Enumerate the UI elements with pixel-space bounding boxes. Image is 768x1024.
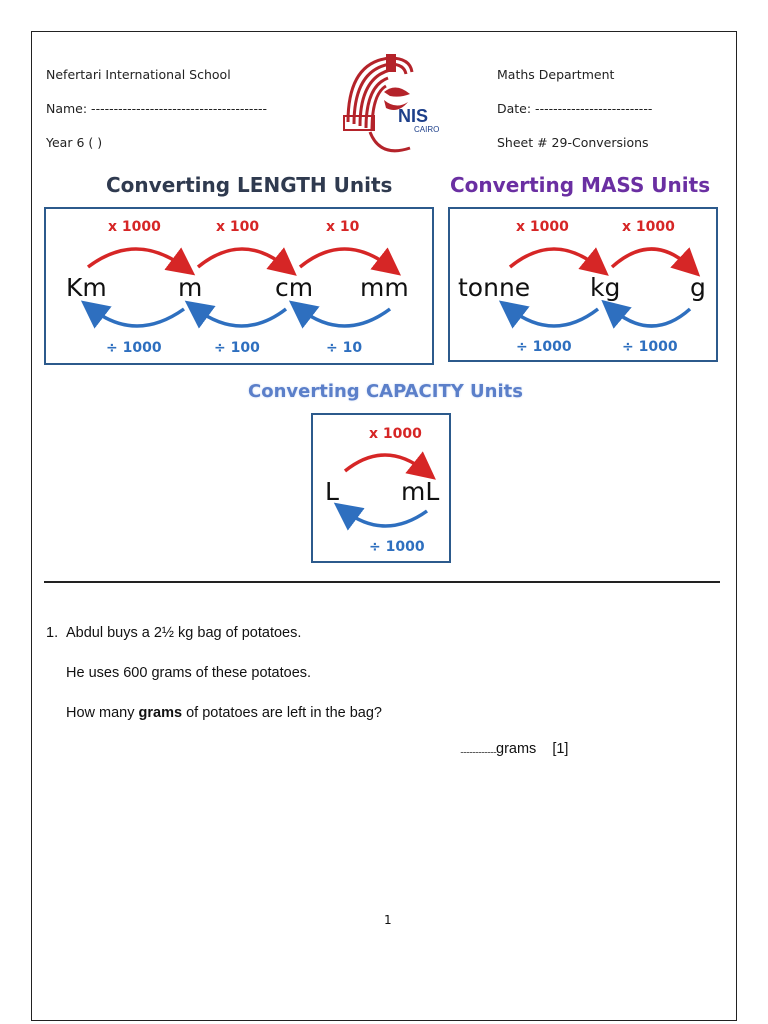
unit-mm: mm (360, 273, 409, 302)
question-number: 1. (46, 625, 59, 641)
length-multiply-2: x 100 (216, 219, 260, 235)
arrow-m-to-km (92, 309, 184, 326)
mass-conversion-box (448, 207, 718, 362)
capacity-multiply: x 1000 (369, 426, 422, 442)
department: Maths Department (497, 67, 615, 82)
mass-divide-2: ÷ 1000 (622, 339, 678, 355)
question-line-2: He uses 600 grams of these potatoes. (66, 665, 312, 681)
mass-multiply-2: x 1000 (622, 219, 675, 235)
question-line-3 (66, 705, 382, 721)
mass-title: Converting MASS Units (450, 173, 711, 197)
question-line-3-start: How many (66, 705, 139, 721)
school-logo (340, 52, 440, 160)
length-divide-3: ÷ 10 (326, 340, 363, 356)
unit-m: m (178, 273, 203, 302)
question-line-3-bold: grams (138, 705, 183, 721)
unit-l: L (325, 477, 339, 506)
unit-tonne: tonne (458, 273, 531, 302)
arrow-g-to-kg (612, 309, 690, 326)
school-name: Nefertari International School (46, 67, 231, 82)
unit-km: Km (66, 273, 107, 302)
capacity-conversion-box (311, 413, 451, 563)
length-multiply-1: x 1000 (108, 219, 161, 235)
question-line-3-end: of potatoes are left in the bag? (182, 705, 382, 721)
question-marks: [1] (552, 741, 569, 757)
sheet-title: Sheet # 29-Conversions (497, 135, 649, 150)
arrow-kg-to-g (612, 249, 690, 267)
arrow-ml-to-l (345, 511, 427, 526)
arrow-mm-to-cm (300, 309, 390, 326)
answer-line (460, 741, 568, 757)
unit-kg: kg (590, 273, 621, 302)
answer-blank: ........................ (460, 745, 497, 755)
logo-text-sub: CAIRO (414, 125, 440, 134)
length-divide-1: ÷ 1000 (106, 340, 162, 356)
unit-g: g (690, 273, 706, 302)
arrow-kg-to-tonne (510, 309, 598, 326)
mass-multiply-1: x 1000 (516, 219, 569, 235)
unit-ml: mL (401, 477, 440, 506)
arrow-cm-to-m (196, 309, 286, 326)
mass-divide-1: ÷ 1000 (516, 339, 572, 355)
length-multiply-3: x 10 (326, 219, 360, 235)
section-divider (44, 581, 720, 583)
length-divide-2: ÷ 100 (214, 340, 260, 356)
length-conversion-box (44, 207, 434, 365)
length-title: Converting LENGTH Units (106, 173, 393, 197)
arrow-m-to-cm (198, 249, 286, 267)
arrow-l-to-ml (345, 455, 425, 471)
capacity-title: Converting CAPACITY Units (248, 381, 523, 402)
year-field: Year 6 ( ) (46, 135, 103, 150)
arrow-km-to-m (88, 249, 184, 267)
unit-cm: cm (275, 273, 314, 302)
date-field: Date: -------------------------- (497, 101, 653, 116)
arrow-cm-to-mm (300, 249, 390, 267)
question-line-1: Abdul buys a 2½ kg bag of potatoes. (66, 625, 302, 641)
logo-text-main: NIS (398, 106, 429, 126)
answer-unit: grams (496, 741, 537, 757)
page-number: 1 (384, 913, 392, 927)
capacity-divide: ÷ 1000 (369, 539, 425, 555)
name-field: Name: --------------------------------------- (46, 101, 267, 116)
arrow-tonne-to-kg (510, 249, 598, 267)
